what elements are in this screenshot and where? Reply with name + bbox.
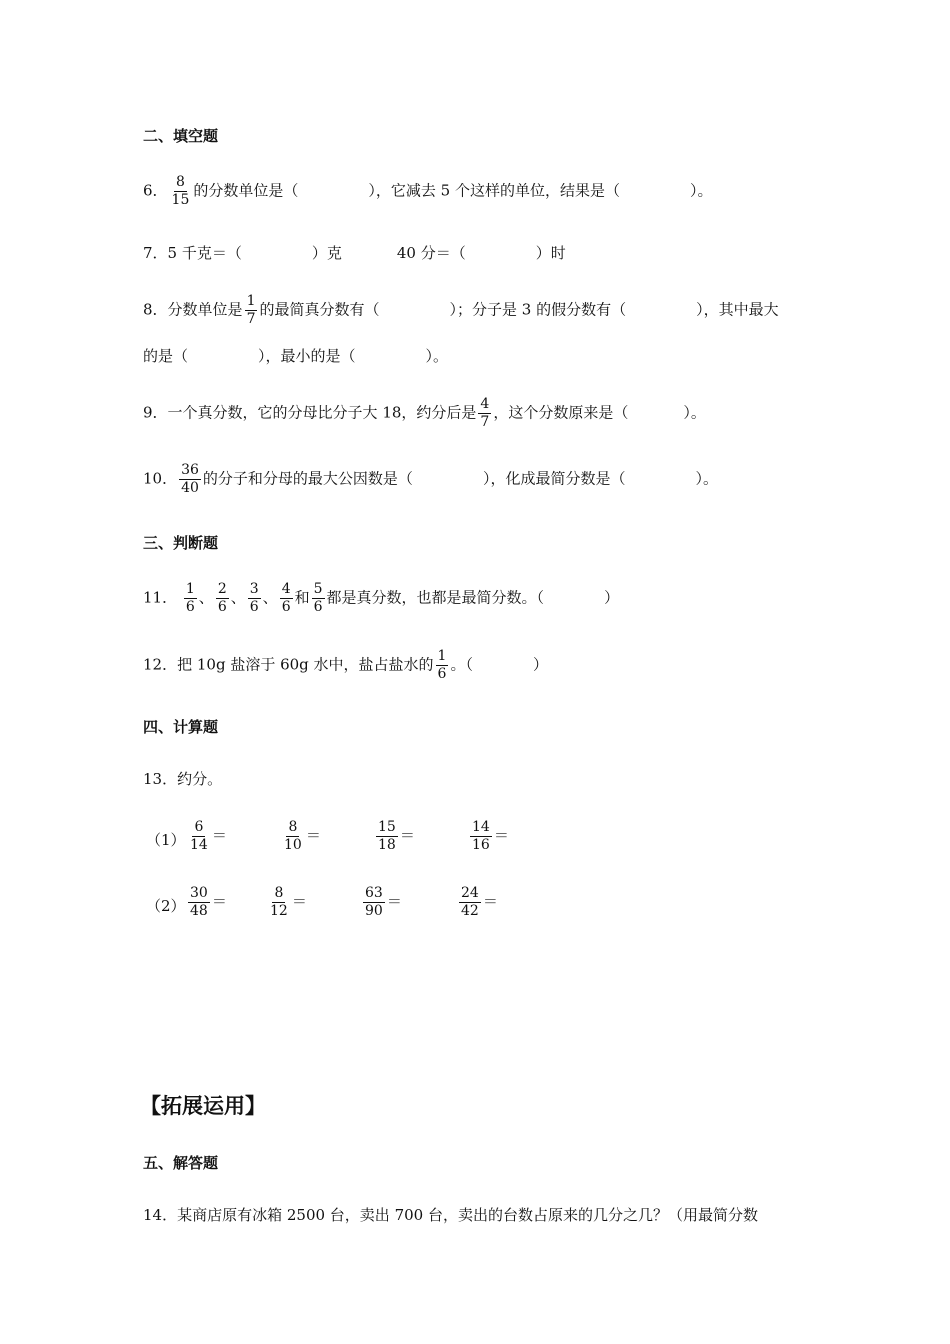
q11-separator: 、 — [230, 588, 246, 607]
question-10 — [143, 462, 718, 497]
q7-text-3: 40 分＝（ — [396, 244, 466, 262]
q9-number: 9． — [143, 403, 168, 422]
q6-text-2: ），它减去 5 个这样的单位，结果是（ — [368, 181, 620, 200]
q13-row1-item-3: $\frac{15}{18}$ ＝ — [378, 819, 415, 853]
q8-line2-text-1: 的是（ — [143, 347, 189, 365]
q11-separator: 、 — [262, 588, 278, 607]
q11-fraction-2: $\frac{2}{6}$ — [217, 581, 227, 615]
q9-fraction — [478, 396, 491, 431]
q6-text-1: 的分数单位是（ — [193, 181, 299, 200]
extension-heading: 【拓展运用】 — [140, 1094, 266, 1118]
q12-number: 12． — [143, 655, 178, 674]
q11-separator: 、 — [198, 588, 214, 607]
question-11 — [143, 581, 619, 616]
question-8 — [143, 293, 779, 328]
q10-frac-numerator: 36 — [181, 462, 199, 478]
q13-row1-item-4: $\frac{14}{16}$ ＝ — [472, 819, 509, 853]
q13-row1-label: （1） — [146, 831, 186, 849]
q10-text-2: ），化成最简分数是（ — [482, 469, 626, 488]
q11-fraction-4: $\frac{4}{6}$ — [281, 581, 291, 615]
q11-fraction-1: $\frac{1}{6}$ — [185, 581, 195, 615]
q13-row2-label: （2） — [146, 897, 186, 915]
q7-text-2: ）克 — [311, 244, 342, 262]
q13-row2-item-3: $\frac{63}{90}$ ＝ — [365, 885, 402, 919]
q6-text-3: ）。 — [689, 181, 713, 200]
q13-row2-item-1: $\frac{30}{48}$ ＝ — [190, 885, 227, 919]
q8-number: 8． — [143, 300, 168, 319]
q7-text-1: 5 千克＝（ — [167, 244, 242, 262]
q6-fraction — [170, 174, 192, 209]
q8-text-2: 的最简真分数有（ — [259, 300, 380, 319]
q13-row2-item-4: $\frac{24}{42}$ ＝ — [461, 885, 498, 919]
question-7 — [143, 243, 566, 263]
q13-row1-item-1: $\frac{6}{14}$ ＝ — [190, 819, 227, 853]
q12-text-2: 。（ — [450, 655, 473, 674]
q11-number: 11． — [143, 588, 178, 607]
q9-frac-denominator: 7 — [480, 414, 490, 430]
q10-text-3: ）。 — [695, 469, 718, 488]
q6-frac-numerator: 8 — [176, 174, 185, 190]
q10-frac-denominator: 40 — [181, 480, 199, 496]
section-title-judgement: 三、判断题 — [143, 534, 219, 552]
q12-text-1: 把 10g 盐溶于 60g 水中，盐占盐水的 — [177, 655, 434, 674]
q7-number: 7． — [143, 244, 168, 262]
q9-text-1: 一个真分数，它的分母比分子大 18，约分后是 — [167, 403, 477, 422]
question-12 — [143, 648, 548, 683]
q12-frac-denominator: 6 — [437, 666, 447, 682]
section-title-fill-blank: 二、填空题 — [143, 127, 219, 145]
q8-frac-numerator: 1 — [246, 293, 256, 309]
q8-text-4: ），其中最大 — [696, 300, 779, 319]
q10-number: 10． — [143, 469, 178, 488]
q11-fraction-5: $\frac{5}{6}$ — [313, 581, 323, 615]
question-6 — [143, 174, 713, 209]
q11-text-1: 都是真分数，也都是最简分数。（ — [326, 588, 545, 607]
question-14: 14．某商店原有冰箱 2500 台，卖出 700 台，卖出的台数占原来的几分之几？（用最简分数 — [143, 1206, 758, 1224]
q11-fraction-3: $\frac{3}{6}$ — [249, 581, 259, 615]
q8-line2-text-2: ），最小的是（ — [258, 347, 356, 365]
q9-text-3: ）。 — [683, 403, 706, 422]
q8-text-3: ）；分子是 3 的假分数有（ — [449, 300, 627, 319]
q12-text-3: ） — [532, 655, 548, 674]
q12-frac-numerator: 1 — [437, 648, 447, 664]
question-9 — [143, 396, 706, 431]
q8-line2-text-3: ）。 — [425, 347, 449, 365]
q13-row1-item-2: $\frac{8}{10}$ ＝ — [284, 819, 321, 853]
q8-text-1: 分数单位是 — [167, 300, 243, 319]
q11-text-2: ） — [604, 588, 620, 607]
q8-fraction — [245, 293, 258, 328]
q9-frac-numerator: 4 — [480, 396, 490, 412]
q7-text-4: ）时 — [535, 244, 566, 262]
q6-number: 6． — [143, 181, 168, 200]
q8-frac-denominator: 7 — [246, 311, 256, 327]
section-title-answer: 五、解答题 — [143, 1154, 219, 1172]
q9-text-2: ，这个分数原来是（ — [493, 403, 629, 422]
q6-frac-denominator: 15 — [171, 192, 190, 208]
q10-fraction — [179, 462, 201, 497]
q10-text-1: 的分子和分母的最大公因数是（ — [202, 469, 413, 488]
q11-and: 和 — [294, 588, 310, 607]
question-13-label: 13．约分。 — [143, 770, 223, 788]
section-title-calculation: 四、计算题 — [143, 718, 219, 736]
q13-row2-item-2: $\frac{8}{12}$ ＝ — [270, 885, 307, 919]
q12-fraction — [436, 648, 449, 683]
question-8-line-2 — [143, 346, 448, 366]
